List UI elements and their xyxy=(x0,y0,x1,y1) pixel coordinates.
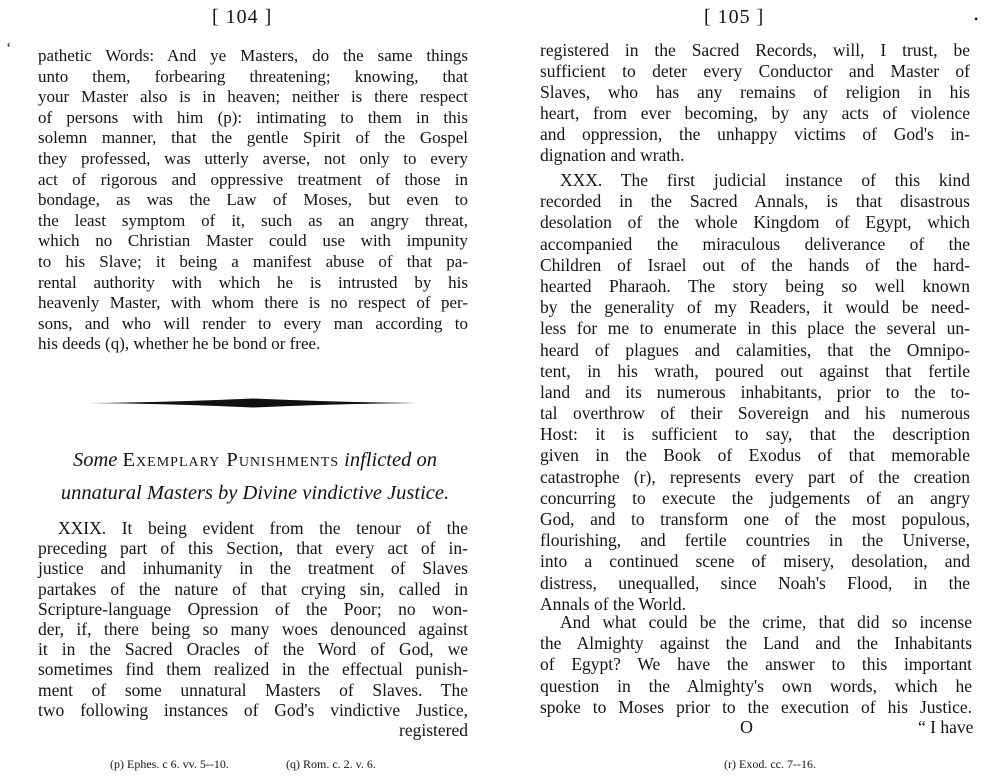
text-line: partakes of the nature of that crying sin, called in xyxy=(38,578,468,599)
text-line: flourishing, and fertile countries in the Universe, xyxy=(540,530,970,551)
text-line: catastrophe (r), represents every part of the creation xyxy=(540,466,970,487)
text-line: Scripture-language Opression of the Poor; no won- xyxy=(38,598,468,619)
text-line: distress, unequalled, since Noah's Flood, in the xyxy=(540,572,970,593)
text-line: the Almighty against the Land and the Inhabitants xyxy=(540,633,972,654)
text-line: dignation and wrath. xyxy=(540,145,685,165)
page-number: [ 104 ] xyxy=(212,6,273,28)
catchword: “ I have xyxy=(918,717,974,737)
text-line: sufficient to deter every Conductor and Master of xyxy=(540,61,970,81)
text-line: his deeds (q), whether he be bond or free. xyxy=(38,334,321,354)
margin-mark: ‘ xyxy=(6,40,12,57)
text-line: and oppression, the unhappy victims of God's in- xyxy=(540,124,970,144)
paragraph-xxx xyxy=(540,170,970,615)
text-line: XXX. The first judicial instance of this kind xyxy=(560,170,970,190)
text-line: question in the Almighty's own words, which he xyxy=(540,675,972,696)
footnote-p: (p) Ephes. c 6. vv. 5--10. xyxy=(110,757,229,771)
text-line: the least symptom of it, such as an angry threat, xyxy=(38,210,468,230)
text-line: tent, in his wrath, poured out against that fertile xyxy=(540,360,970,381)
text-line: of Egypt? We have the answer to this important xyxy=(540,654,972,675)
text-line: given in the Book of Exodus of that memorable xyxy=(540,445,970,466)
text-line: to his Slave; it being a manifest abuse of that pa- xyxy=(38,251,468,271)
text-line: it in the Sacred Oracles of the Word of God, we xyxy=(38,639,468,660)
text-line: recorded in the Sacred Annals, is that disastrous xyxy=(540,191,970,212)
paragraph-continued xyxy=(540,40,970,166)
text-line: which no Christian Master could use with impunity xyxy=(38,231,468,251)
text-line: sometimes find them realized in the effectual punish- xyxy=(38,659,468,680)
text-line: your Master also is in heaven; neither is there respect xyxy=(38,87,468,107)
text-line: bondage, as was the Law of Moses, but even to xyxy=(38,190,468,210)
text-line: And what could be the crime, that did so incense xyxy=(560,612,972,632)
text-line: solemn manner, that the gentle Spirit of the Gospel xyxy=(38,128,468,148)
text-line: land and its numerous inhabitants, prior to the to- xyxy=(540,381,970,402)
text-line: heart, from ever becoming, by any acts of violence xyxy=(540,103,970,123)
text-line: heard of plagues and calamities, that the Omnipo- xyxy=(540,339,970,360)
text-line: spoke to Moses prior to the execution of his Justice. xyxy=(540,696,972,717)
section-heading xyxy=(38,444,472,510)
margin-mark: • xyxy=(974,12,979,26)
text-line: concurring to execute the judgements of an angry xyxy=(540,487,970,508)
text-line: der, if, there being so many woes denounced against xyxy=(38,618,468,639)
text-line: God, and to transform one of the most populous, xyxy=(540,509,970,529)
heading-line-2: unnatural Masters by Divine vindictive Justice. xyxy=(60,482,450,504)
text-line: rental authority with which he is intrusted by his xyxy=(38,272,468,292)
text-line: tal overthrow of their Sovereign and his numerous xyxy=(540,403,970,424)
text-line: by the generality of my Readers, it would be need- xyxy=(540,297,970,318)
paragraph-crime xyxy=(540,612,972,718)
catchword: registered xyxy=(399,719,468,740)
text-line: unto them, forbearing threatening; knowing, that xyxy=(38,66,468,86)
text-line: they professed, was utterly averse, not only to every xyxy=(38,148,468,168)
text-line: accompanied the miraculous deliverance of the xyxy=(540,233,970,254)
text-line: heavenly Master, with whom there is no respect of per- xyxy=(38,293,468,313)
text-line: preceding part of this Section, that every act of in- xyxy=(38,538,468,559)
text-line: hearted Pharaoh. The story being so well known xyxy=(540,275,970,296)
text-line: XXIX. It being evident from the tenour of the xyxy=(58,518,468,538)
text-line: Slaves, who has any remains of religion in his xyxy=(540,82,970,102)
text-line: desolation of the whole Kingdom of Egypt, which xyxy=(540,212,970,233)
footnote-q: (q) Rom. c. 2. v. 6. xyxy=(286,757,376,771)
heading-line-1: Some Exemplary Punishments inflicted on xyxy=(73,449,437,471)
paragraph-top xyxy=(38,46,468,355)
text-line: Annals of the World. xyxy=(540,593,687,614)
text-line: registered in the Sacred Records, will, I trust, be xyxy=(540,40,970,60)
text-line: of persons with him (p): intimating to them in this xyxy=(38,107,468,127)
ornamental-rule xyxy=(88,398,418,408)
footnote-r: (r) Exod. cc. 7--16. xyxy=(724,757,816,771)
text-line: Children of Israel out of the hands of the hard- xyxy=(540,254,970,275)
signature-mark: O xyxy=(740,717,753,737)
right-page xyxy=(500,0,1000,778)
text-line: into a continued scene of misery, desolation, and xyxy=(540,551,970,572)
text-line: act of rigorous and oppressive treatment of those in xyxy=(38,169,468,189)
text-line: Host: it is sufficient to say, that the description xyxy=(540,424,970,445)
text-line: two following instances of God's vindictive Justice, xyxy=(38,699,468,720)
text-line: ment of some unnatural Masters of Slaves. The xyxy=(38,679,468,700)
page-number: [ 105 ] xyxy=(704,6,765,28)
text-line: pathetic Words: And ye Masters, do the same things xyxy=(38,46,468,65)
paragraph-xxix xyxy=(38,518,468,740)
text-line: sons, and who will render to every man according to xyxy=(38,313,468,333)
text-line: less for me to enumerate in this place the several un- xyxy=(540,318,970,339)
text-line: justice and inhumanity in the treatment of Slaves xyxy=(38,558,468,579)
